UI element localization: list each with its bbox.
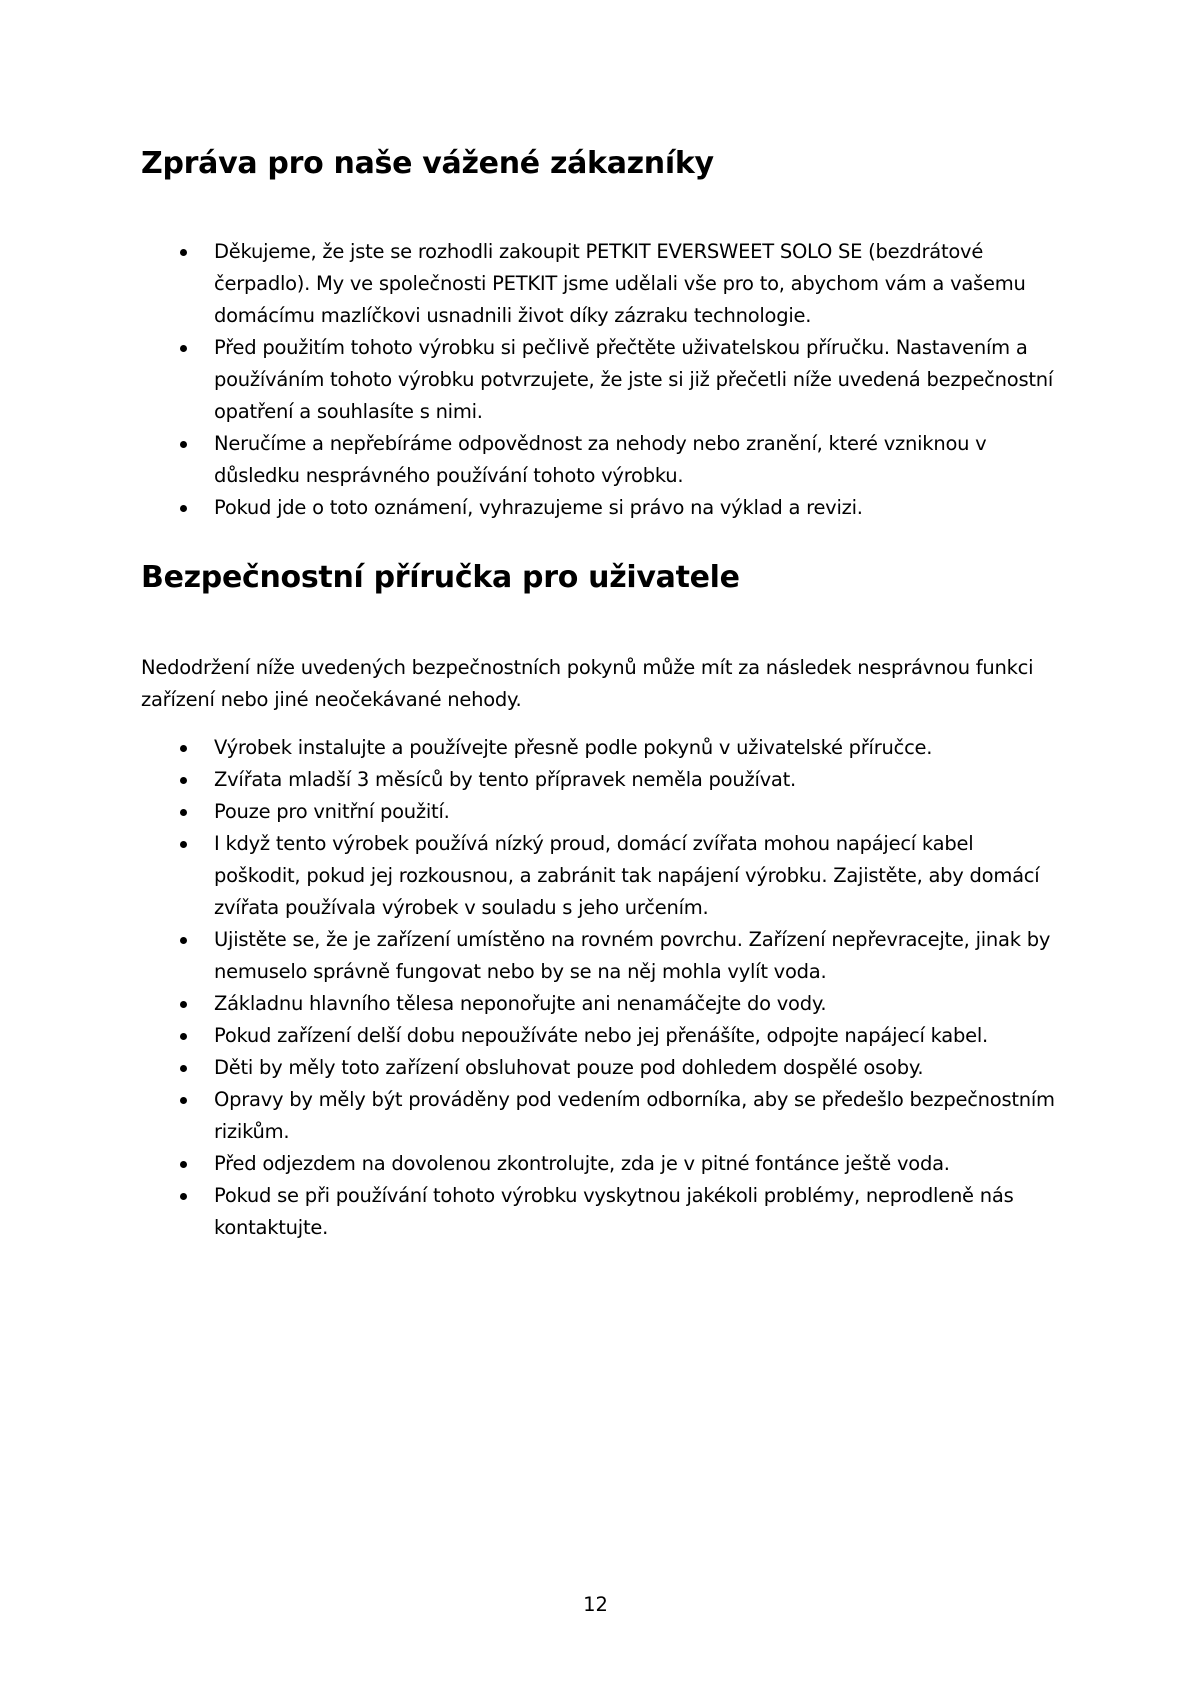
bullet-icon <box>180 1065 187 1072</box>
bullet-icon <box>180 1161 187 1168</box>
section-title-safety: Bezpečnostní příručka pro uživatele <box>141 560 740 595</box>
list-item-text: Děti by měly toto zařízení obsluhovat pouze pod dohledem dospělé osoby. <box>214 1056 924 1079</box>
list-item <box>141 732 1061 764</box>
bullet-icon <box>180 249 187 256</box>
list-item-text: Před odjezdem na dovolenou zkontrolujte, zda je v pitné fontánce ještě voda. <box>214 1152 950 1175</box>
list-item <box>141 236 1061 332</box>
list-item-text: I když tento výrobek používá nízký proud, domácí zvířata mohou napájecí kabel poškodit, pokud jej rozkousnou, a zabránit tak napájení výrobku. Zajistěte, aby domácí zvířata používala výrobek v souladu s jeho určením. <box>214 832 1040 919</box>
page-content <box>141 144 1061 1244</box>
list-item-text: Pokud se při používání tohoto výrobku vyskytnou jakékoli problémy, neprodleně nás kontaktujte. <box>214 1184 1014 1239</box>
list-item-text: Výrobek instalujte a používejte přesně podle pokynů v uživatelské příručce. <box>214 736 933 759</box>
page-number: 12 <box>583 1593 608 1616</box>
list-item <box>141 828 1061 924</box>
list-item <box>141 764 1061 796</box>
list-item-text: Ujistěte se, že je zařízení umístěno na rovném povrchu. Zařízení nepřevracejte, jinak by nemuselo správně fungovat nebo by se na něj mohla vylít voda. <box>214 928 1051 983</box>
bullet-icon <box>180 1097 187 1104</box>
list-item-text: Pokud zařízení delší dobu nepoužíváte nebo jej přenášíte, odpojte napájecí kabel. <box>214 1024 988 1047</box>
safety-intro-paragraph: Nedodržení níže uvedených bezpečnostních pokynů může mít za následek nesprávnou funkci zařízení nebo jiné neočekávané nehody. <box>141 656 1034 711</box>
bullet-icon <box>180 809 187 816</box>
list-item <box>141 1180 1061 1244</box>
bullet-icon <box>180 441 187 448</box>
list-item-text: Základnu hlavního tělesa neponořujte ani nenamáčejte do vody. <box>214 992 827 1015</box>
list-item-text: Zvířata mladší 3 měsíců by tento přípravek neměla používat. <box>214 768 796 791</box>
list-item <box>141 428 1061 492</box>
section-title-customers: Zpráva pro naše vážené zákazníky <box>141 146 714 181</box>
list-item <box>141 988 1061 1020</box>
bullet-icon <box>180 841 187 848</box>
bullet-icon <box>180 345 187 352</box>
safety-instructions-list <box>141 732 1061 1244</box>
list-item-text: Děkujeme, že jste se rozhodli zakoupit PETKIT EVERSWEET SOLO SE (bezdrátové čerpadlo). My ve společnosti PETKIT jsme udělali vše pro to, abychom vám a vašemu domácímu mazlíčkovi usnadnili život díky zázraku technologie. <box>214 240 1026 327</box>
list-item-text: Pokud jde o toto oznámení, vyhrazujeme si právo na výklad a revizi. <box>214 496 863 519</box>
bullet-icon <box>180 505 187 512</box>
list-item <box>141 1020 1061 1052</box>
list-item <box>141 796 1061 828</box>
bullet-icon <box>180 1193 187 1200</box>
list-item <box>141 492 1061 524</box>
list-item <box>141 924 1061 988</box>
list-item <box>141 1084 1061 1148</box>
bullet-icon <box>180 745 187 752</box>
list-item-text: Neručíme a nepřebíráme odpovědnost za nehody nebo zranění, které vzniknou v důsledku nesprávného používání tohoto výrobku. <box>214 432 987 487</box>
bullet-icon <box>180 1001 187 1008</box>
list-item-text: Pouze pro vnitřní použití. <box>214 800 450 823</box>
list-item-text: Před použitím tohoto výrobku si pečlivě přečtěte uživatelskou příručku. Nastavením a používáním tohoto výrobku potvrzujete, že jste si již přečetli níže uvedená bezpečnostní opatření a souhlasíte s nimi. <box>214 336 1054 423</box>
customer-notice-list <box>141 236 1061 524</box>
bullet-icon <box>180 777 187 784</box>
list-item-text: Opravy by měly být prováděny pod vedením odborníka, aby se předešlo bezpečnostním rizikům. <box>214 1088 1055 1143</box>
list-item <box>141 332 1061 428</box>
bullet-icon <box>180 937 187 944</box>
bullet-icon <box>180 1033 187 1040</box>
list-item <box>141 1052 1061 1084</box>
list-item <box>141 1148 1061 1180</box>
